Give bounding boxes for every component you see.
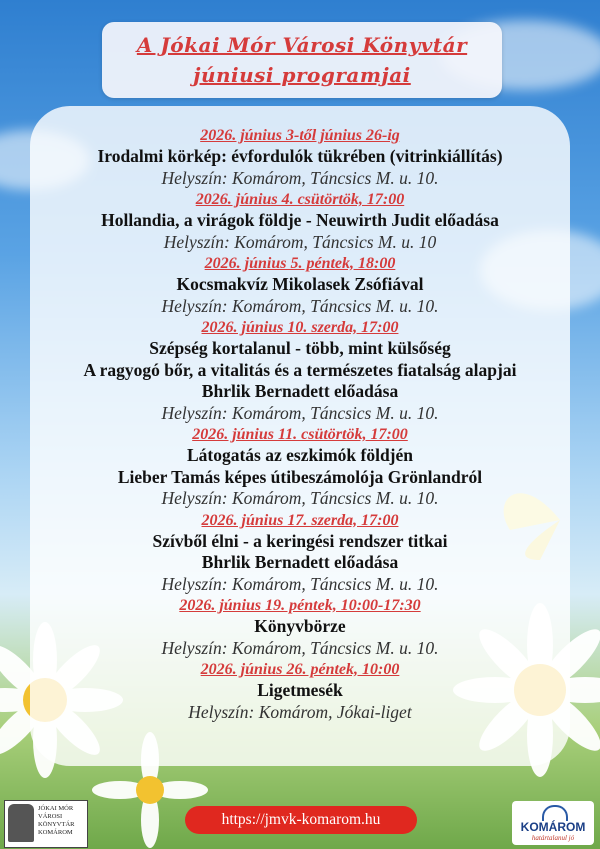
event-location: Helyszín: Komárom, Táncsics M. u. 10 bbox=[163, 231, 437, 252]
event-location: Helyszín: Komárom, Táncsics M. u. 10. bbox=[161, 295, 439, 316]
title-line-2: júniusi programjai bbox=[193, 63, 411, 87]
event-date: 2026. június 4. csütörtök, 17:00 bbox=[195, 191, 405, 208]
event-title: Lieber Tamás képes útibeszámolója Grönlandról bbox=[117, 466, 483, 487]
portrait-icon bbox=[8, 804, 34, 842]
event-title: A ragyogó bőr, a vitalitás és a természetes fiatalság alapjai bbox=[83, 359, 517, 380]
event-title: Ligetmesék bbox=[257, 680, 343, 700]
bridge-icon bbox=[542, 805, 568, 821]
logo-text-line: VÁROSI bbox=[38, 813, 63, 820]
event-title: Irodalmi körkép: évfordulók tükrében (vitrinkiállítás) bbox=[97, 146, 503, 166]
title-box bbox=[102, 22, 502, 98]
logo-text-line: KOMÁROM bbox=[38, 829, 73, 836]
library-logo bbox=[4, 800, 88, 848]
event-item bbox=[30, 659, 570, 723]
event-date: 2026. június 19. péntek, 10:00-17:30 bbox=[179, 597, 421, 614]
event-item bbox=[30, 317, 570, 424]
event-location: Helyszín: Komárom, Táncsics M. u. 10. bbox=[161, 573, 439, 594]
logo-text-line: JÓKAI MÓR bbox=[38, 805, 74, 812]
city-logo bbox=[512, 801, 594, 845]
event-item bbox=[30, 253, 570, 317]
event-location: Helyszín: Komárom, Táncsics M. u. 10. bbox=[161, 402, 439, 423]
event-location: Helyszín: Komárom, Táncsics M. u. 10. bbox=[161, 488, 439, 508]
event-title: Látogatás az eszkimók földjén bbox=[186, 445, 414, 465]
event-item bbox=[30, 510, 570, 596]
city-logo-name: KOMÁROM bbox=[520, 820, 586, 834]
event-presenter: Bhrlik Bernadett előadása bbox=[201, 552, 399, 572]
event-item bbox=[30, 189, 570, 253]
event-date: 2026. június 5. péntek, 18:00 bbox=[204, 255, 396, 272]
event-title: Könyvbörze bbox=[254, 616, 346, 636]
event-item bbox=[30, 595, 570, 659]
event-presenter: Bhrlik Bernadett előadása bbox=[201, 381, 399, 401]
event-title: Hollandia, a virágok földje - Neuwirth Judit előadása bbox=[101, 210, 499, 230]
event-title: Kocsmakvíz Mikolasek Zsófiával bbox=[176, 274, 424, 294]
website-link[interactable]: https://jmvk-komarom.hu bbox=[185, 806, 417, 834]
event-title: Szépség kortalanul - több, mint külsőség bbox=[149, 338, 451, 358]
title-line-1: A Jókai Mór Városi Könyvtár bbox=[136, 33, 468, 57]
logo-text-line: KÖNYVTÁR bbox=[38, 821, 75, 828]
library-logo-text bbox=[38, 805, 74, 837]
event-date: 2026. június 26. péntek, 10:00 bbox=[200, 661, 400, 678]
event-location: Helyszín: Komárom, Táncsics M. u. 10. bbox=[161, 637, 439, 658]
event-title: Szívből élni - a keringési rendszer titkai bbox=[152, 530, 448, 551]
event-item bbox=[30, 424, 570, 510]
event-date: 2026. június 3-től június 26-ig bbox=[200, 127, 400, 144]
event-location: Helyszín: Komárom, Jókai-liget bbox=[188, 701, 412, 722]
event-list bbox=[30, 125, 570, 723]
event-date: 2026. június 17. szerda, 17:00 bbox=[201, 511, 399, 529]
event-date: 2026. június 11. csütörtök, 17:00 bbox=[192, 426, 408, 443]
city-logo-slogan: határtalanul jó bbox=[531, 834, 575, 842]
event-location: Helyszín: Komárom, Táncsics M. u. 10. bbox=[161, 167, 439, 188]
event-item bbox=[30, 125, 570, 189]
event-date: 2026. június 10. szerda, 17:00 bbox=[201, 319, 399, 336]
